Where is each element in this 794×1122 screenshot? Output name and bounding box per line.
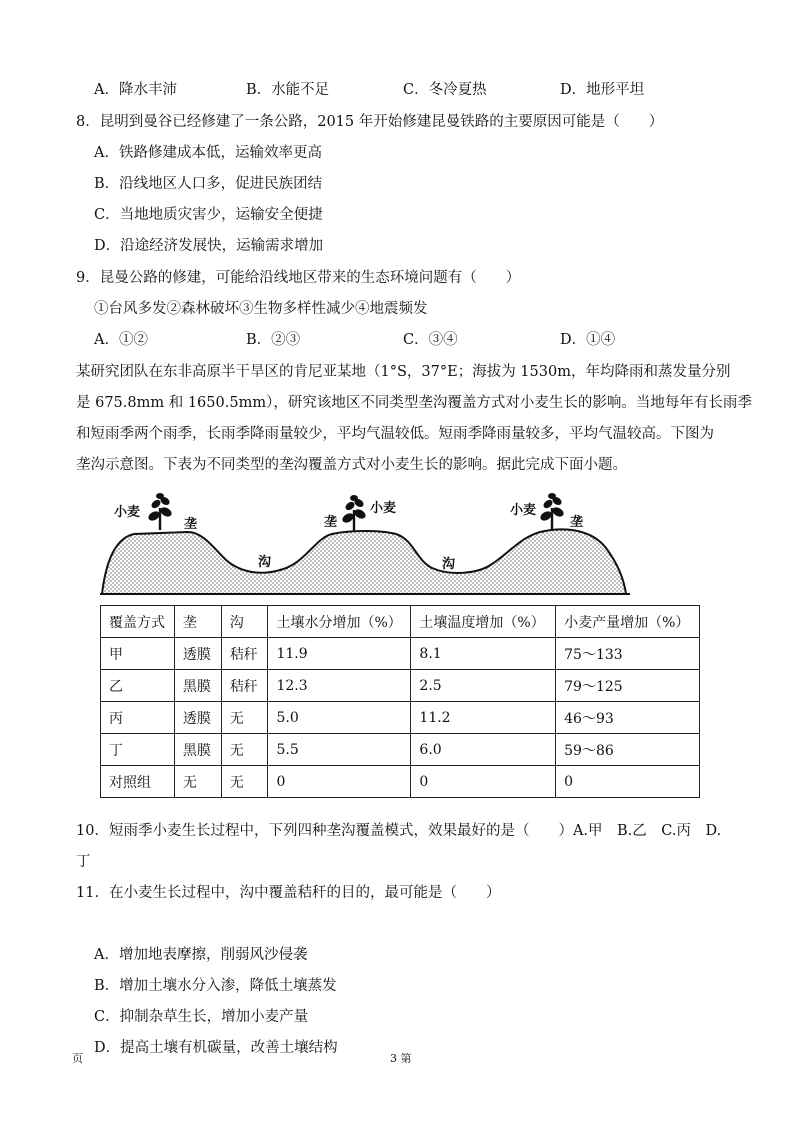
- table-cell: 甲: [101, 638, 175, 670]
- table-cell: 6.0: [411, 734, 556, 766]
- table-cell: 0: [556, 766, 700, 798]
- footer-page-number: 3 第: [390, 1052, 412, 1065]
- table-row: [101, 670, 700, 702]
- label-ridge-1: 垄: [184, 517, 198, 532]
- table-cell: 透膜: [174, 638, 221, 670]
- soil-profile: [102, 529, 626, 594]
- label-wheat-3: 小麦: [510, 503, 537, 518]
- passage-line-2: 是 675.8mm 和 1650.5mm），研究该地区不同类型垄沟覆盖方式对小麦生长的影响。当地每年有长雨季: [76, 395, 752, 411]
- wheat-plant-icon: [341, 495, 367, 532]
- q8-option-a: A．铁路修建成本低，运输效率更高: [94, 145, 322, 161]
- q9-option-b: B．②③: [246, 332, 301, 348]
- table-cell: 透膜: [174, 702, 221, 734]
- q8-stem: 8．昆明到曼谷已经修建了一条公路，2015 年开始修建昆曼铁路的主要原因可能是（ ）: [76, 114, 664, 130]
- table-cell: 5.0: [268, 702, 411, 734]
- ridge-furrow-diagram: [100, 490, 630, 605]
- wheat-plant-icon: [147, 493, 173, 530]
- table-row: [101, 766, 700, 798]
- passage-line-4: 垄沟示意图。下表为不同类型的垄沟覆盖方式对小麦生长的影响。据此完成下面小题。: [76, 457, 627, 473]
- table-cell: 5.5: [268, 734, 411, 766]
- table-header: 覆盖方式: [101, 606, 175, 638]
- q9-items: ①台风多发②森林破坏③生物多样性减少④地震频发: [94, 301, 428, 317]
- footer-left: 页: [72, 1052, 83, 1065]
- q8-option-c: C．当地地质灾害少，运输安全便捷: [94, 207, 323, 223]
- q7-option-b: B．水能不足: [246, 82, 330, 98]
- q9-stem: 9．昆曼公路的修建，可能给沿线地区带来的生态环境问题有（ ）: [76, 270, 521, 286]
- q10-stem: 10．短雨季小麦生长过程中，下列四种垄沟覆盖模式，效果最好的是（ ）A.甲 B.乙 C.丙 D.: [76, 823, 722, 839]
- table-cell: 黑膜: [174, 670, 221, 702]
- wheat-plant-icon: [539, 493, 565, 530]
- label-wheat-1: 小麦: [114, 505, 141, 520]
- label-furrow-1: 沟: [258, 555, 272, 570]
- label-ridge-2: 垄: [324, 515, 338, 530]
- table-header-row: [101, 606, 700, 638]
- coverage-table: [100, 605, 700, 798]
- label-furrow-2: 沟: [442, 557, 456, 572]
- table-cell: 丁: [101, 734, 175, 766]
- q7-option-a: A．降水丰沛: [94, 82, 177, 98]
- table-cell: 无: [221, 734, 268, 766]
- q7-option-c: C．冬冷夏热: [403, 82, 487, 98]
- table-cell: 无: [221, 702, 268, 734]
- table-row: [101, 638, 700, 670]
- q11-stem: 11．在小麦生长过程中，沟中覆盖秸秆的目的，最可能是（ ）: [76, 885, 501, 901]
- table-cell: 丙: [101, 702, 175, 734]
- q11-option-c: C．抑制杂草生长，增加小麦产量: [94, 1009, 309, 1025]
- table-cell: 46～93: [556, 702, 700, 734]
- q10-stem-continued: 丁: [76, 854, 91, 870]
- table-row: [101, 702, 700, 734]
- table-cell: 无: [174, 766, 221, 798]
- table-cell: 秸秆: [221, 638, 268, 670]
- table-header: 垄: [174, 606, 221, 638]
- q11-option-d: D．提高土壤有机碳量，改善土壤结构: [94, 1040, 338, 1056]
- q9-option-a: A．①②: [94, 332, 148, 348]
- table-header: 土壤水分增加（%）: [268, 606, 411, 638]
- label-wheat-2: 小麦: [370, 501, 397, 516]
- table-header: 沟: [221, 606, 268, 638]
- table-header: 小麦产量增加（%）: [556, 606, 700, 638]
- table-cell: 75～133: [556, 638, 700, 670]
- q11-option-b: B．增加土壤水分入渗，降低土壤蒸发: [94, 978, 337, 994]
- q9-option-d: D．①④: [560, 332, 616, 348]
- table-cell: 0: [268, 766, 411, 798]
- table-cell: 12.3: [268, 670, 411, 702]
- table-cell: 11.9: [268, 638, 411, 670]
- table-cell: 乙: [101, 670, 175, 702]
- q9-option-c: C．③④: [403, 332, 458, 348]
- table-cell: 79～125: [556, 670, 700, 702]
- q8-option-d: D．沿途经济发展快，运输需求增加: [94, 238, 324, 254]
- label-ridge-3: 垄: [570, 515, 584, 530]
- table-cell: 黑膜: [174, 734, 221, 766]
- passage-line-3: 和短雨季两个雨季，长雨季降雨量较少，平均气温较低。短雨季降雨量较多，平均气温较高。下图为: [76, 426, 714, 442]
- table-cell: 对照组: [101, 766, 175, 798]
- q11-option-a: A．增加地表摩擦，削弱风沙侵袭: [94, 947, 308, 963]
- table-row: [101, 734, 700, 766]
- table-cell: 0: [411, 766, 556, 798]
- table-header: 土壤温度增加（%）: [411, 606, 556, 638]
- table-cell: 无: [221, 766, 268, 798]
- table-cell: 2.5: [411, 670, 556, 702]
- table-cell: 59～86: [556, 734, 700, 766]
- table-cell: 11.2: [411, 702, 556, 734]
- q8-option-b: B．沿线地区人口多，促进民族团结: [94, 176, 323, 192]
- table-cell: 8.1: [411, 638, 556, 670]
- passage-line-1: 某研究团队在东非高原半干旱区的肯尼亚某地（1°S，37°E；海拔为 1530m，年均降雨和蒸发量分别: [76, 364, 731, 380]
- table-cell: 秸秆: [221, 670, 268, 702]
- q7-option-d: D．地形平坦: [560, 82, 645, 98]
